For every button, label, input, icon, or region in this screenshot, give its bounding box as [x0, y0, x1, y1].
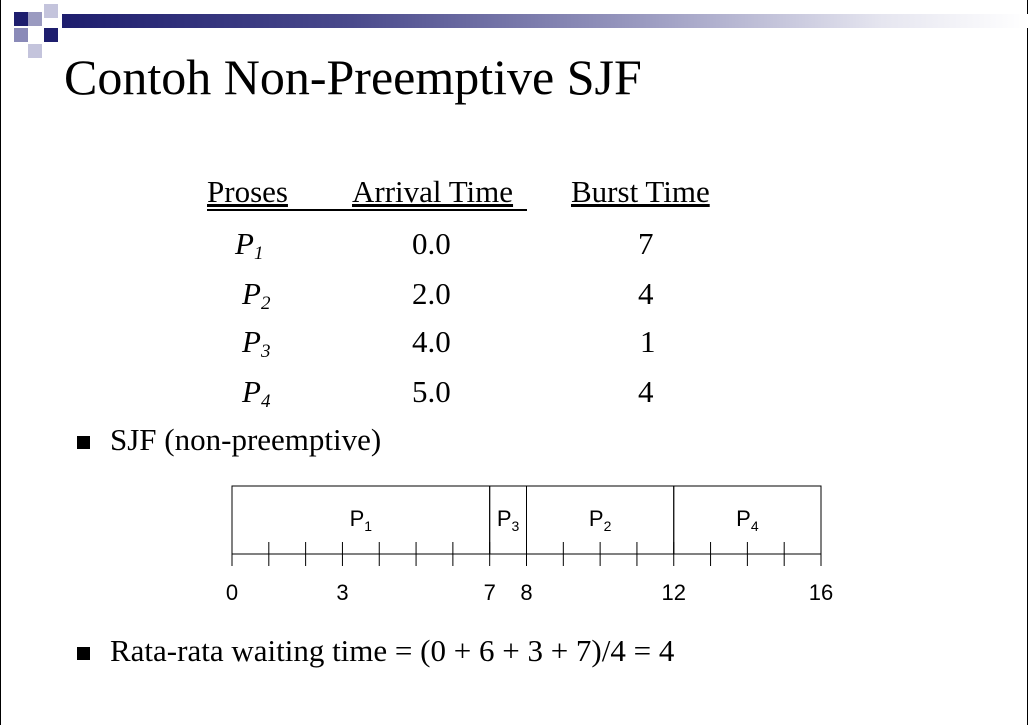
table-cell-process-name: $P_2$ [242, 276, 271, 314]
table-header-arrival-time: Arrival Time [352, 174, 514, 209]
table-cell-burst: 4 [638, 374, 654, 409]
table-cell-burst: 7 [638, 226, 654, 261]
table-header-burst-time: Burst Time [571, 174, 710, 209]
gantt-tick-label: 16 [808, 580, 834, 605]
slide-title: Contoh Non-Preemptive SJF [64, 49, 642, 105]
bullet-waiting-time: Rata-rata waiting time = (0 + 6 + 3 + 7)/4 = 4 [110, 633, 675, 668]
bullet-sjf-heading: SJF (non-preemptive) [110, 422, 382, 457]
table-cell-burst: 4 [638, 276, 654, 311]
gantt-tick-label: 12 [661, 580, 686, 605]
table-cell-process-name: $P_4$ [242, 374, 271, 412]
gantt-segment-label: $P_2$ [588, 506, 612, 534]
gantt-tick-label: 8 [520, 580, 533, 605]
table-cell-process-name: $P_3$ [242, 324, 271, 362]
table-cell-arrival: 2.0 [412, 276, 451, 311]
table-cell-arrival: 5.0 [412, 374, 451, 409]
table-cell-arrival: 0.0 [412, 226, 451, 261]
gantt-segment-label: $P_4$ [736, 506, 759, 534]
table-cell-arrival: 4.0 [412, 324, 451, 359]
gantt-segment-label: $P_1$ [349, 506, 373, 534]
table-cell-burst: 1 [640, 324, 656, 359]
gantt-tick-label: 7 [483, 580, 496, 605]
gantt-segment-label: $P_3$ [496, 506, 520, 534]
gantt-tick-label: 0 [225, 580, 239, 605]
table-header-proses: Proses [207, 174, 288, 209]
gantt-tick-label: 3 [336, 580, 349, 605]
table-cell-process-name: $P_1$ [235, 226, 264, 264]
